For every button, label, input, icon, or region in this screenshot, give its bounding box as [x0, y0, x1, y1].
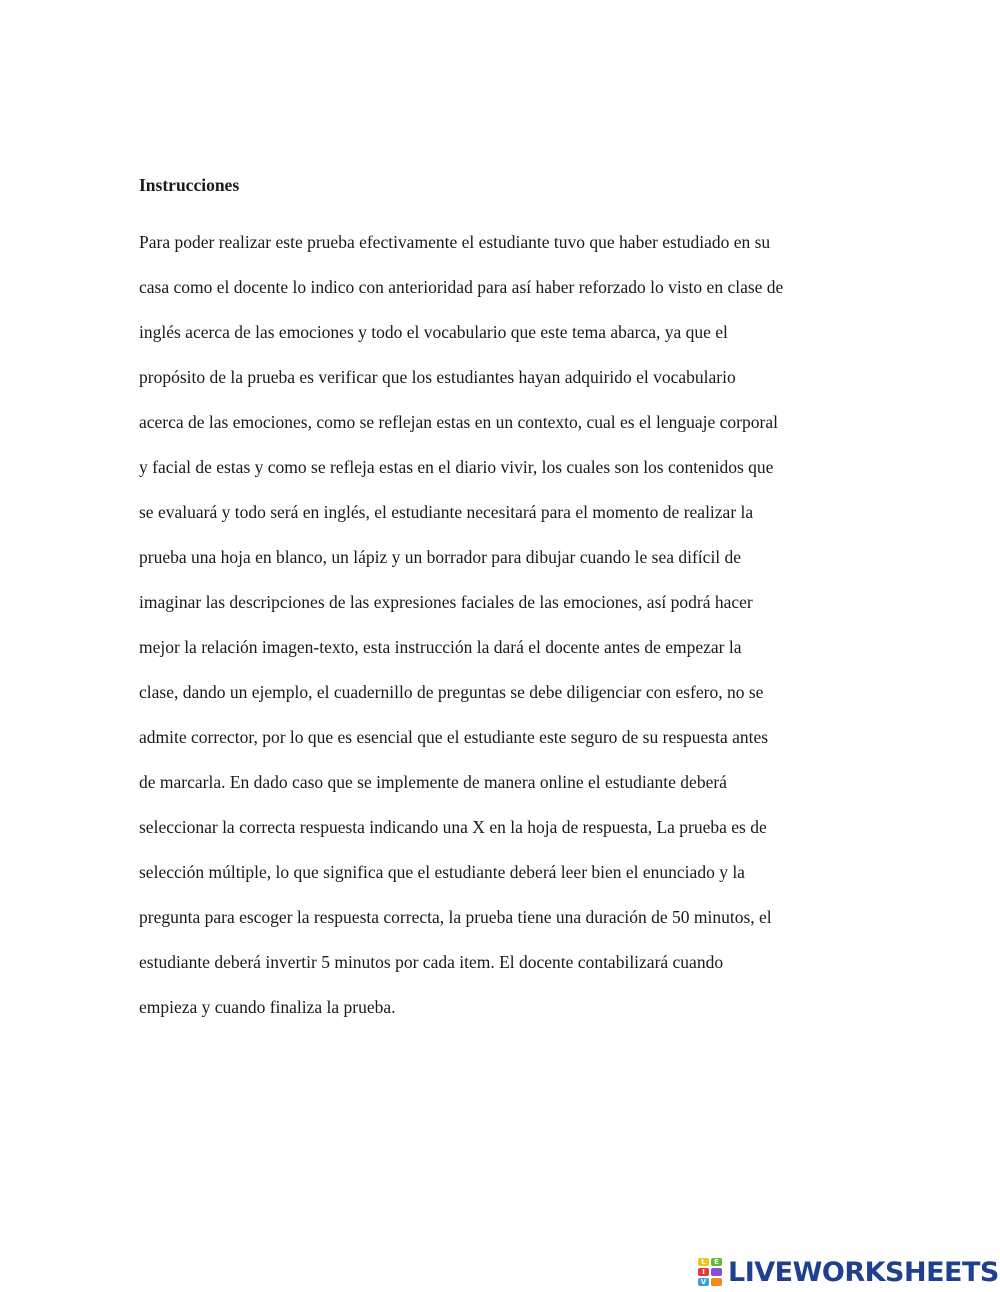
- paragraph-line: imaginar las descripciones de las expresiones faciales de las emociones, así podrá hacer: [139, 592, 753, 612]
- paragraph-line: de marcarla. En dado caso que se implemente de manera online el estudiante deberá: [139, 772, 727, 792]
- paragraph-line: empieza y cuando finaliza la prueba.: [139, 997, 396, 1017]
- paragraph-line: prueba una hoja en blanco, un lápiz y un borrador para dibujar cuando le sea difícil de: [139, 547, 742, 567]
- paragraph-line: selección múltiple, lo que significa que el estudiante deberá leer bien el enunciado y la: [139, 862, 745, 882]
- paragraph-line: se evaluará y todo será en inglés, el estudiante necesitará para el momento de realizar la: [139, 502, 754, 522]
- paragraph-line: casa como el docente lo indico con anterioridad para así haber reforzado lo visto en clase de: [139, 277, 784, 297]
- logo-wordmark: LIVEWORKSHEETS: [728, 1256, 999, 1288]
- paragraph-line: Para poder realizar este prueba efectivamente el estudiante tuvo que haber estudiado en su: [139, 232, 771, 252]
- document-heading: Instrucciones: [139, 175, 240, 195]
- paragraph-line: seleccionar la correcta respuesta indicando una X en la hoja de respuesta, La prueba es de: [139, 817, 767, 837]
- paragraph-line: inglés acerca de las emociones y todo el vocabulario que este tema abarca, ya que el: [139, 322, 728, 342]
- logo-block: V: [698, 1278, 709, 1286]
- logo-block: E: [711, 1258, 722, 1266]
- liveworksheets-logo: [698, 1252, 999, 1292]
- paragraph-line: y facial de estas y como se refleja estas en el diario vivir, los cuales son los contenidos que: [139, 457, 774, 477]
- paragraph-line: pregunta para escoger la respuesta correcta, la prueba tiene una duración de 50 minutos, el: [139, 907, 772, 927]
- paragraph-line: propósito de la prueba es verificar que los estudiantes hayan adquirido el vocabulario: [139, 367, 736, 387]
- paragraph-line: admite corrector, por lo que es esencial que el estudiante este seguro de su respuesta antes: [139, 727, 769, 747]
- liveworksheets-logo-icon: [698, 1257, 726, 1287]
- instructions-paragraph: [139, 229, 783, 1039]
- paragraph-line: estudiante deberá invertir 5 minutos por cada item. El docente contabilizará cuando: [139, 952, 724, 972]
- logo-block: I: [698, 1268, 709, 1276]
- logo-block: [711, 1268, 722, 1276]
- paragraph-line: clase, dando un ejemplo, el cuadernillo de preguntas se debe diligenciar con esfero, no se: [139, 682, 764, 702]
- logo-block: L: [698, 1258, 709, 1266]
- paragraph-line: mejor la relación imagen-texto, esta instrucción la dará el docente antes de empezar la: [139, 637, 742, 657]
- paragraph-line: acerca de las emociones, como se reflejan estas en un contexto, cual es el lenguaje corporal: [139, 412, 778, 432]
- logo-block: [711, 1278, 722, 1286]
